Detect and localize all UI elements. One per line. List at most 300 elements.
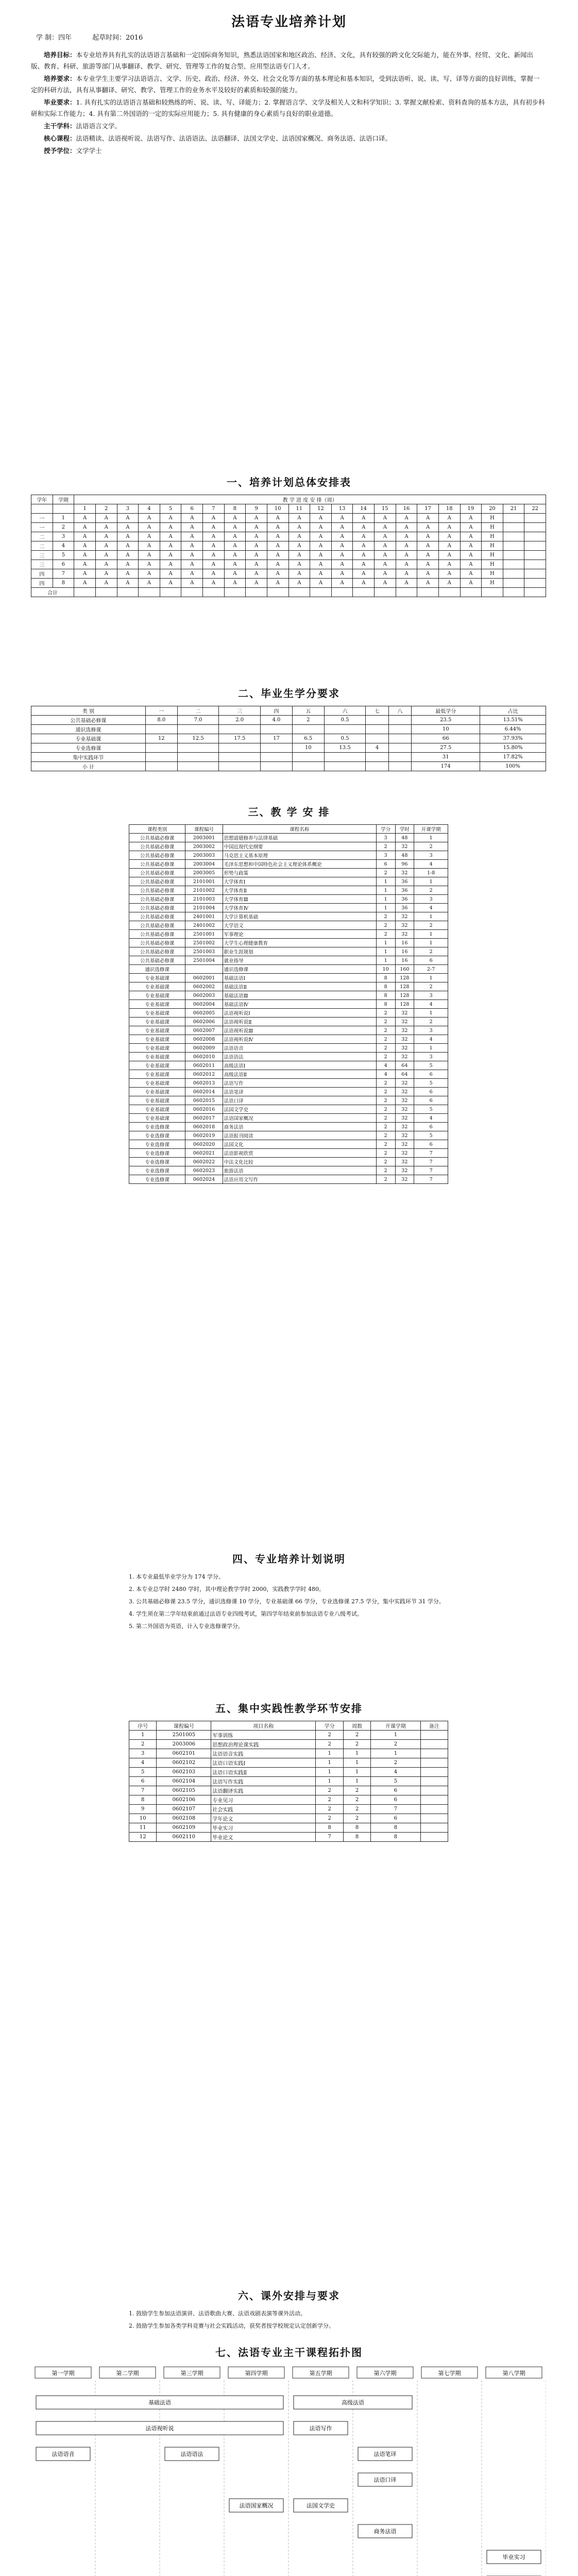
course-node-label: 法语语法 bbox=[180, 2451, 203, 2458]
course-term: 6 bbox=[414, 1096, 448, 1105]
practice-row bbox=[129, 1786, 448, 1795]
course-hours: 32 bbox=[395, 869, 414, 877]
course-term: 2 bbox=[414, 1018, 448, 1026]
course-credit: 2 bbox=[376, 1026, 395, 1035]
sched-cell: A bbox=[417, 523, 439, 532]
practice-row bbox=[129, 1777, 448, 1786]
course-category: 公共基础必修课 bbox=[129, 956, 185, 965]
sched-week-number: 1 bbox=[74, 504, 96, 514]
sched-cell: A bbox=[181, 560, 203, 569]
course-term: 5 bbox=[414, 1105, 448, 1114]
course-category: 专业基础课 bbox=[129, 1044, 185, 1053]
course-credit: 2 bbox=[376, 1131, 395, 1140]
course-hours: 32 bbox=[395, 1088, 414, 1096]
course-category: 专业选修课 bbox=[129, 1140, 185, 1149]
practice-cell: 2 bbox=[371, 1740, 420, 1749]
course-term: 7 bbox=[414, 1149, 448, 1158]
sched-week-number: 11 bbox=[288, 504, 310, 514]
sched-year: 三 bbox=[31, 551, 53, 560]
sched-cell: H bbox=[482, 523, 503, 532]
practice-cell: 6 bbox=[371, 1795, 420, 1805]
course-row bbox=[129, 1158, 448, 1166]
credits-cell bbox=[219, 762, 261, 771]
course-row bbox=[129, 1061, 448, 1070]
practice-cell: 4 bbox=[129, 1758, 157, 1768]
sched-cell: A bbox=[396, 541, 417, 551]
sched-cell: A bbox=[203, 579, 225, 588]
course-hours: 32 bbox=[395, 1079, 414, 1088]
course-code: 0602002 bbox=[185, 982, 223, 991]
sched-cell: A bbox=[139, 541, 160, 551]
sched-cell: A bbox=[331, 541, 353, 551]
credits-cell: 6.5 bbox=[292, 734, 324, 743]
course-hours: 36 bbox=[395, 895, 414, 904]
practice-header-cell: 项目名称 bbox=[211, 1721, 316, 1731]
sched-cell: A bbox=[331, 514, 353, 523]
sched-cell bbox=[95, 588, 117, 597]
credits-cell bbox=[261, 753, 293, 762]
section-title-schedule: 一、培养计划总体安排表 bbox=[227, 476, 351, 488]
course-row bbox=[129, 886, 448, 895]
sched-cell: A bbox=[331, 551, 353, 560]
practice-cell bbox=[420, 1823, 448, 1833]
course-row bbox=[129, 982, 448, 991]
extra-section bbox=[129, 2308, 458, 2333]
sched-cell: A bbox=[95, 569, 117, 579]
sched-cell: A bbox=[438, 514, 460, 523]
course-category: 专业基础课 bbox=[129, 1070, 185, 1079]
course-category: 专业基础课 bbox=[129, 991, 185, 1000]
practice-cell: 1 bbox=[129, 1731, 157, 1740]
practice-cell: 10 bbox=[129, 1814, 157, 1823]
course-category: 专业选修课 bbox=[129, 1175, 185, 1184]
sched-week-number: 22 bbox=[524, 504, 546, 514]
course-term: 6 bbox=[414, 1088, 448, 1096]
course-term: 1-8 bbox=[414, 869, 448, 877]
schedule-table bbox=[31, 495, 546, 597]
practice-cell bbox=[420, 1795, 448, 1805]
sched-term: 8 bbox=[53, 579, 74, 588]
practice-cell: 1 bbox=[316, 1758, 343, 1768]
course-category: 专业基础课 bbox=[129, 1053, 185, 1061]
practice-cell: 7 bbox=[316, 1833, 343, 1842]
credits-cell bbox=[219, 725, 261, 734]
course-term: 6 bbox=[414, 1070, 448, 1079]
credits-row bbox=[31, 725, 546, 734]
sched-cell: A bbox=[160, 579, 181, 588]
credits-cell bbox=[388, 716, 411, 725]
course-name: 法语视听说Ⅳ bbox=[223, 1035, 376, 1044]
sched-week-number: 19 bbox=[460, 504, 482, 514]
sched-cell bbox=[203, 588, 225, 597]
course-credit: 2 bbox=[376, 1123, 395, 1131]
course-category: 公共基础必修课 bbox=[129, 921, 185, 930]
sched-cell bbox=[396, 588, 417, 597]
credits-cell: 公共基础必修课 bbox=[31, 716, 146, 725]
course-hours: 96 bbox=[395, 860, 414, 869]
course-row bbox=[129, 974, 448, 982]
practice-row bbox=[129, 1795, 448, 1805]
sched-cell: A bbox=[74, 523, 96, 532]
practice-cell: 11 bbox=[129, 1823, 157, 1833]
course-name: 形势与政策 bbox=[223, 869, 376, 877]
sched-cell: A bbox=[375, 579, 396, 588]
practice-cell: 1 bbox=[371, 1731, 420, 1740]
course-row bbox=[129, 1131, 448, 1140]
sched-row bbox=[31, 569, 546, 579]
intro-text: 1. 具有扎实的法语语言基础和较熟练的听、说、读、写、译能力；2. 掌握语言学、文学及相关人文和科学知识；3. 掌握文献检索、资料查询的基本方法，具有初步科研和实际工作能力；4. 具有第二外国语的一定的实际应用能力；5. 具有健康的身心素质与良好的职业道德。 bbox=[31, 98, 545, 117]
credits-cell bbox=[366, 725, 388, 734]
practice-cell: 专业见习 bbox=[211, 1795, 316, 1805]
course-credit: 6 bbox=[376, 860, 395, 869]
course-credit: 1 bbox=[376, 895, 395, 904]
course-name: 法语语法 bbox=[223, 1053, 376, 1061]
course-hours: 128 bbox=[395, 974, 414, 982]
course-term: 5 bbox=[414, 1061, 448, 1070]
sched-cell bbox=[524, 588, 546, 597]
sched-cell: A bbox=[160, 560, 181, 569]
course-credit: 3 bbox=[376, 851, 395, 860]
sched-cell: A bbox=[375, 541, 396, 551]
sched-cell: A bbox=[288, 569, 310, 579]
sched-cell: A bbox=[331, 523, 353, 532]
sched-cell: A bbox=[160, 523, 181, 532]
sched-cell bbox=[524, 541, 546, 551]
course-term: 2 bbox=[414, 886, 448, 895]
sched-cell: A bbox=[267, 569, 288, 579]
practice-cell: 0602107 bbox=[157, 1805, 211, 1814]
sched-blank bbox=[53, 504, 74, 514]
sched-row bbox=[31, 541, 546, 551]
credits-cell bbox=[366, 716, 388, 725]
course-category: 专业选修课 bbox=[129, 1166, 185, 1175]
sched-cell: A bbox=[460, 551, 482, 560]
sched-cell: A bbox=[288, 514, 310, 523]
course-term: 1 bbox=[414, 1044, 448, 1053]
sched-cell: A bbox=[224, 523, 246, 532]
course-category: 公共基础必修课 bbox=[129, 869, 185, 877]
course-hours: 128 bbox=[395, 1000, 414, 1009]
course-name: 法语应用文写作 bbox=[223, 1175, 376, 1184]
credits-row bbox=[31, 734, 546, 743]
sched-cell: A bbox=[438, 551, 460, 560]
section-title-credits: 二、毕业生学分要求 bbox=[238, 687, 340, 700]
course-hours: 128 bbox=[395, 982, 414, 991]
intro-paragraph bbox=[31, 97, 546, 120]
sched-cell: A bbox=[460, 560, 482, 569]
course-row bbox=[129, 860, 448, 869]
sched-week-number: 6 bbox=[181, 504, 203, 514]
practice-cell: 8 bbox=[343, 1823, 370, 1833]
course-row bbox=[129, 1035, 448, 1044]
sched-cell bbox=[331, 588, 353, 597]
term-header-label: 第二学期 bbox=[116, 2370, 139, 2377]
course-credit: 1 bbox=[376, 904, 395, 912]
course-node-label: 法语写作 bbox=[309, 2425, 332, 2432]
sched-year: 四 bbox=[31, 579, 53, 588]
course-name: 大学体育Ⅰ bbox=[223, 877, 376, 886]
practice-cell: 0602108 bbox=[157, 1814, 211, 1823]
course-code: 2101004 bbox=[185, 904, 223, 912]
credits-cell: 27.5 bbox=[412, 743, 480, 753]
practice-row bbox=[129, 1749, 448, 1758]
course-credit: 4 bbox=[376, 1061, 395, 1070]
practice-header-cell: 学分 bbox=[316, 1721, 343, 1731]
course-code: 2501002 bbox=[185, 939, 223, 947]
practice-cell: 毕业论文 bbox=[211, 1833, 316, 1842]
sched-cell bbox=[524, 523, 546, 532]
credits-cell: 专业选修课 bbox=[31, 743, 146, 753]
practice-cell bbox=[420, 1777, 448, 1786]
credits-cell bbox=[145, 725, 177, 734]
practice-cell: 0602109 bbox=[157, 1823, 211, 1833]
course-name: 商务法语 bbox=[223, 1123, 376, 1131]
credits-cell bbox=[388, 734, 411, 743]
term-header-label: 第一学期 bbox=[52, 2370, 75, 2377]
course-row bbox=[129, 1079, 448, 1088]
course-row bbox=[129, 1026, 448, 1035]
practice-table bbox=[129, 1721, 448, 1842]
intro-text: 法语精读、法语视听说、法语写作、法语语法、法语翻译、法国文学史、法语国家概况、商务法语、法语口译。 bbox=[76, 134, 392, 142]
intro-heading: 培养目标： bbox=[44, 51, 76, 59]
practice-cell bbox=[420, 1833, 448, 1842]
practice-cell bbox=[420, 1731, 448, 1740]
section-title-courses: 三、教 学 安 排 bbox=[248, 806, 330, 818]
credits-cell bbox=[366, 753, 388, 762]
practice-cell: 2 bbox=[316, 1805, 343, 1814]
sched-cell: A bbox=[288, 579, 310, 588]
course-category: 专业基础课 bbox=[129, 1096, 185, 1105]
course-row bbox=[129, 939, 448, 947]
sched-cell: H bbox=[482, 551, 503, 560]
practice-cell: 7 bbox=[371, 1805, 420, 1814]
explain-item: 5. 第二外国语为英语，计入专业选修课学分。 bbox=[129, 1623, 244, 1630]
course-category: 公共基础必修课 bbox=[129, 860, 185, 869]
sched-cell: A bbox=[375, 560, 396, 569]
course-term: 4 bbox=[414, 860, 448, 869]
practice-header-cell: 开课学期 bbox=[371, 1721, 420, 1731]
sched-year: 一 bbox=[31, 523, 53, 532]
sched-week-number: 2 bbox=[95, 504, 117, 514]
sched-cell: A bbox=[117, 523, 139, 532]
practice-cell: 0602104 bbox=[157, 1777, 211, 1786]
course-credit: 2 bbox=[376, 1149, 395, 1158]
practice-cell: 0602110 bbox=[157, 1833, 211, 1842]
course-credit: 2 bbox=[376, 1105, 395, 1114]
intro-paragraph bbox=[31, 133, 546, 144]
course-category: 公共基础必修课 bbox=[129, 939, 185, 947]
course-hours: 32 bbox=[395, 1044, 414, 1053]
credits-cell bbox=[145, 762, 177, 771]
course-row bbox=[129, 1053, 448, 1061]
course-header-cell: 课程名称 bbox=[223, 825, 376, 834]
sched-cell: A bbox=[246, 551, 267, 560]
course-name: 大学体育Ⅱ bbox=[223, 886, 376, 895]
sched-cell: A bbox=[117, 579, 139, 588]
credits-cell: 4 bbox=[366, 743, 388, 753]
intro-paragraph bbox=[31, 145, 546, 157]
course-term: 3 bbox=[414, 851, 448, 860]
sched-cell: A bbox=[460, 541, 482, 551]
course-credit: 2 bbox=[376, 1088, 395, 1096]
sched-cell: A bbox=[203, 551, 225, 560]
course-code: 0602012 bbox=[185, 1070, 223, 1079]
credits-cell: 10 bbox=[412, 725, 480, 734]
course-hours: 128 bbox=[395, 991, 414, 1000]
course-category: 专业基础课 bbox=[129, 1061, 185, 1070]
course-row bbox=[129, 834, 448, 842]
credits-cell: 100% bbox=[480, 762, 546, 771]
sched-term: 5 bbox=[53, 551, 74, 560]
course-name: 大学语文 bbox=[223, 921, 376, 930]
sched-cell: A bbox=[375, 532, 396, 541]
sched-cell: A bbox=[417, 569, 439, 579]
practice-cell: 1 bbox=[343, 1768, 370, 1777]
credits-header-cell: 二 bbox=[177, 706, 219, 716]
course-row bbox=[129, 1140, 448, 1149]
course-term: 4 bbox=[414, 904, 448, 912]
sched-year: 二 bbox=[31, 532, 53, 541]
course-code: 2003004 bbox=[185, 860, 223, 869]
course-node-label: 法语国家概况 bbox=[239, 2502, 274, 2509]
credits-header-cell: 六 bbox=[324, 706, 366, 716]
sched-cell bbox=[139, 588, 160, 597]
course-credit: 2 bbox=[376, 1166, 395, 1175]
credits-cell bbox=[219, 753, 261, 762]
course-name: 高级法语Ⅰ bbox=[223, 1061, 376, 1070]
practice-cell: 12 bbox=[129, 1833, 157, 1842]
course-credit: 2 bbox=[376, 1009, 395, 1018]
course-row bbox=[129, 947, 448, 956]
sched-year: 一 bbox=[31, 514, 53, 523]
course-category: 公共基础必修课 bbox=[129, 904, 185, 912]
course-category: 公共基础必修课 bbox=[129, 877, 185, 886]
sched-total-row bbox=[31, 588, 546, 597]
sched-term: 7 bbox=[53, 569, 74, 579]
course-name: 法语笔译 bbox=[223, 1088, 376, 1096]
course-code: 0602007 bbox=[185, 1026, 223, 1035]
course-credit: 2 bbox=[376, 1140, 395, 1149]
course-row bbox=[129, 1166, 448, 1175]
course-hours: 32 bbox=[395, 1035, 414, 1044]
course-credit: 2 bbox=[376, 842, 395, 851]
sched-term: 1 bbox=[53, 514, 74, 523]
course-category: 专业选修课 bbox=[129, 1149, 185, 1158]
course-credit: 3 bbox=[376, 834, 395, 842]
course-term: 2 bbox=[414, 947, 448, 956]
sched-cell: A bbox=[353, 579, 375, 588]
course-term: 6 bbox=[414, 956, 448, 965]
course-category: 公共基础必修课 bbox=[129, 930, 185, 939]
course-node-label: 高级法语 bbox=[342, 2399, 364, 2406]
credits-row bbox=[31, 753, 546, 762]
practice-cell: 6 bbox=[371, 1814, 420, 1823]
sched-cell bbox=[503, 541, 524, 551]
credits-cell bbox=[261, 725, 293, 734]
credits-cell: 4.0 bbox=[261, 716, 293, 725]
sched-week-number: 15 bbox=[375, 504, 396, 514]
course-hours: 32 bbox=[395, 1018, 414, 1026]
course-name: 中法文化比较 bbox=[223, 1158, 376, 1166]
practice-cell bbox=[420, 1768, 448, 1777]
sched-cell: A bbox=[160, 551, 181, 560]
credits-cell: 6.44% bbox=[480, 725, 546, 734]
course-category: 专业选修课 bbox=[129, 1123, 185, 1131]
course-hours: 16 bbox=[395, 939, 414, 947]
practice-cell: 法语口语实践Ⅰ bbox=[211, 1758, 316, 1768]
course-code: 0602003 bbox=[185, 991, 223, 1000]
sched-cell: A bbox=[181, 569, 203, 579]
sched-cell: A bbox=[460, 514, 482, 523]
intro-text: 文学学士 bbox=[76, 147, 102, 155]
sched-cell bbox=[503, 588, 524, 597]
sched-cell: A bbox=[74, 514, 96, 523]
credits-cell: 7.0 bbox=[177, 716, 219, 725]
course-name: 就业指导 bbox=[223, 956, 376, 965]
course-term: 1 bbox=[414, 930, 448, 939]
sched-cell: A bbox=[288, 532, 310, 541]
practice-row bbox=[129, 1731, 448, 1740]
sched-cell: A bbox=[417, 560, 439, 569]
credits-cell: 0.5 bbox=[324, 716, 366, 725]
course-category: 公共基础必修课 bbox=[129, 834, 185, 842]
sched-cell: A bbox=[160, 514, 181, 523]
course-node-label: 商务法语 bbox=[373, 2528, 397, 2535]
sched-cell: A bbox=[160, 541, 181, 551]
sched-term: 2 bbox=[53, 523, 74, 532]
sched-cell: A bbox=[117, 560, 139, 569]
course-row bbox=[129, 895, 448, 904]
course-hours: 32 bbox=[395, 1140, 414, 1149]
section-title-practice: 五、集中实践性教学环节安排 bbox=[215, 1702, 363, 1715]
sched-week-number: 17 bbox=[417, 504, 439, 514]
course-code: 0602024 bbox=[185, 1175, 223, 1184]
sched-cell: A bbox=[288, 560, 310, 569]
course-term: 3 bbox=[414, 895, 448, 904]
sched-cell bbox=[460, 588, 482, 597]
course-category: 通识选修课 bbox=[129, 965, 185, 974]
credits-row bbox=[31, 743, 546, 753]
course-name: 思想道德修养与法律基础 bbox=[223, 834, 376, 842]
practice-header-cell: 备注 bbox=[420, 1721, 448, 1731]
practice-row bbox=[129, 1814, 448, 1823]
credits-cell bbox=[324, 725, 366, 734]
credits-header-cell: 一 bbox=[145, 706, 177, 716]
course-name: 法语视听说Ⅲ bbox=[223, 1026, 376, 1035]
course-category: 专业基础课 bbox=[129, 1105, 185, 1114]
course-category: 公共基础必修课 bbox=[129, 842, 185, 851]
sched-total-label: 合计 bbox=[31, 588, 74, 597]
practice-cell bbox=[420, 1749, 448, 1758]
practice-row bbox=[129, 1823, 448, 1833]
term-header-label: 第七学期 bbox=[438, 2370, 461, 2377]
sched-cell: A bbox=[331, 569, 353, 579]
sched-cell: A bbox=[95, 579, 117, 588]
practice-cell: 1 bbox=[316, 1749, 343, 1758]
sched-cell: A bbox=[139, 551, 160, 560]
sched-week-number: 4 bbox=[139, 504, 160, 514]
sched-cell: A bbox=[460, 579, 482, 588]
sched-cell: A bbox=[224, 579, 246, 588]
sched-cell: A bbox=[246, 523, 267, 532]
credits-cell bbox=[388, 743, 411, 753]
course-name: 大学计算机基础 bbox=[223, 912, 376, 921]
credits-header-cell: 最低学分 bbox=[412, 706, 480, 716]
sched-cell: A bbox=[203, 523, 225, 532]
sched-term: 3 bbox=[53, 532, 74, 541]
sched-row bbox=[31, 560, 546, 569]
course-credit: 8 bbox=[376, 974, 395, 982]
